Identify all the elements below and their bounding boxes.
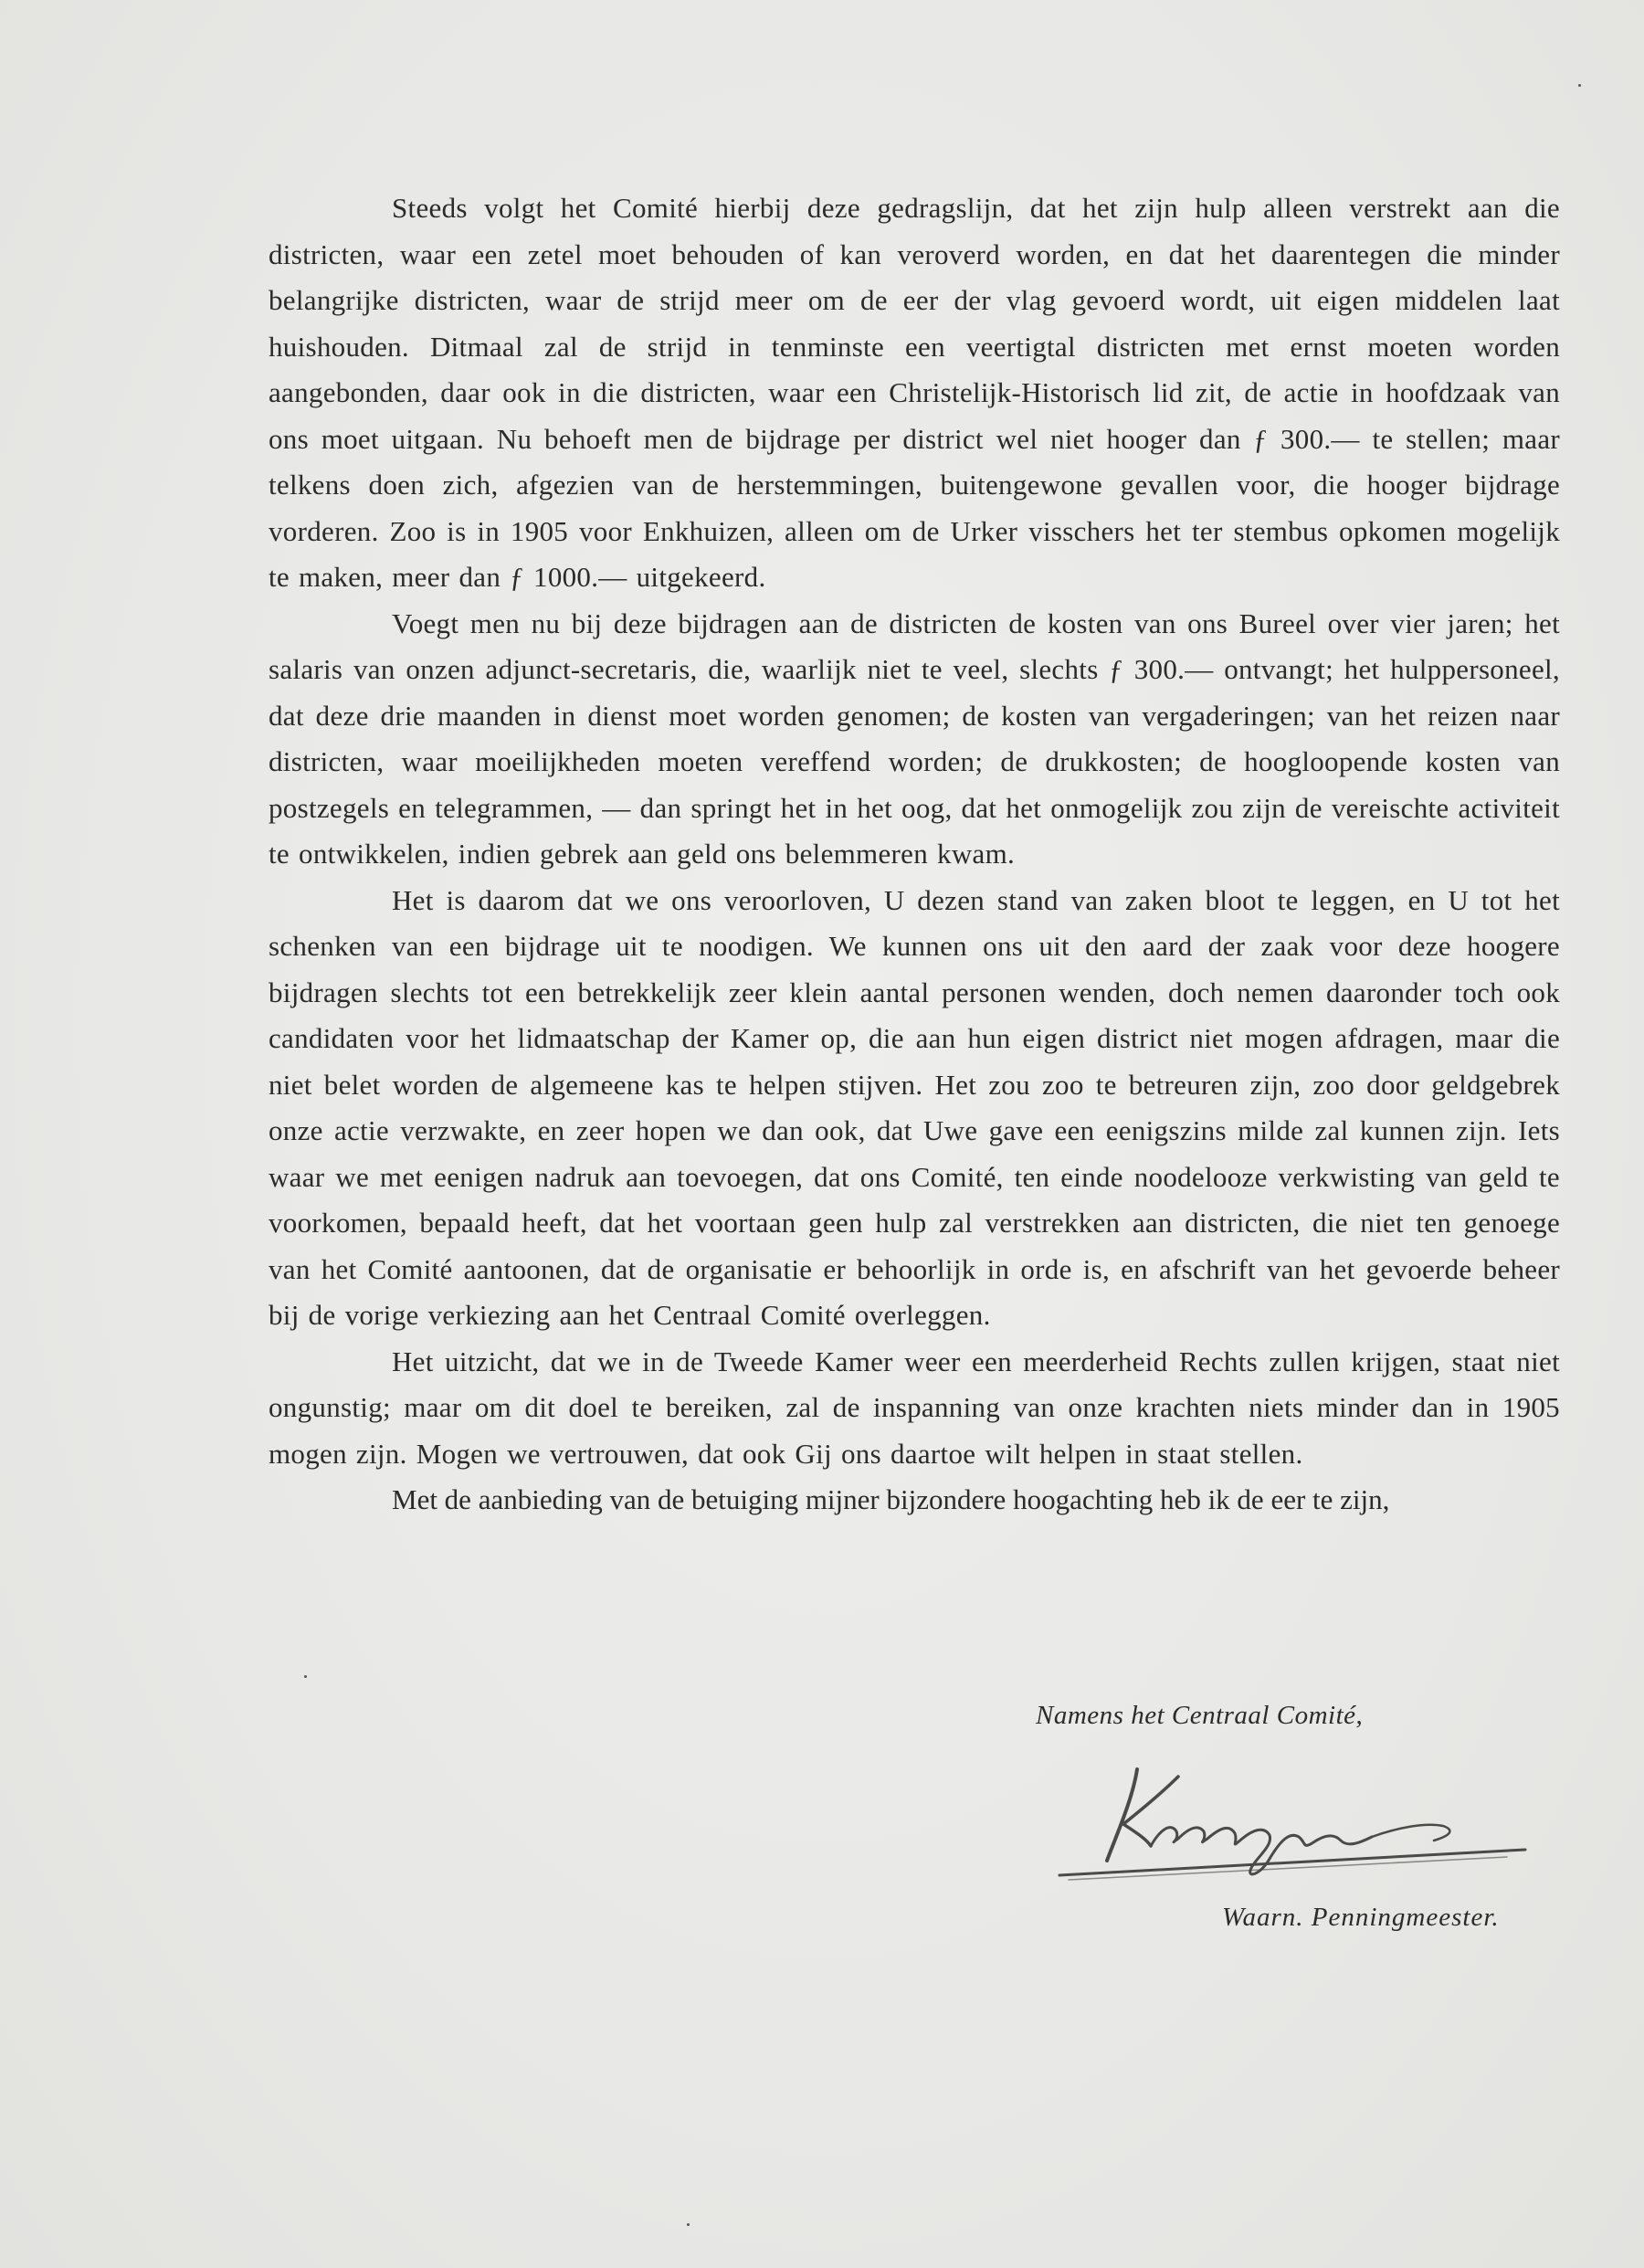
role-line: Waarn. Penningmeester. [1222,1903,1500,1932]
paper-speck [1578,84,1581,87]
signature-icon [1050,1758,1544,1886]
paper-speck [304,1675,307,1678]
paragraph-1: Steeds volgt het Comité hierbij deze gedragslijn, dat het zijn hulp alleen verstrekt aan die districten, waar een zetel moet behouden of kan veroverd worden, en dat het daarentegen die minder belangrijke districten, waar de strijd meer om de eer der vlag gevoerd wordt, uit eigen middelen laat huishouden. Ditmaal zal de strijd in tenminste een veertigtal districten met ernst moeten worden aangebonden, daar ook in die districten, waar een Christelijk-Historisch lid zit, de actie in hoofdzaak van ons moet uitgaan. Nu behoeft men de bijdrage per district wel niet hooger dan ƒ 300.— te stellen; maar telkens doen zich, afgezien van de herstemmingen, buitengewone gevallen voor, die hooger bijdrage vorderen. Zoo is in 1905 voor Enkhuizen, alleen om de Urker visschers het ter stembus opkomen mogelijk te maken, meer dan ƒ 1000.— uitgekeerd. [269,192,1560,593]
paragraph-3: Het is daarom dat we ons veroorloven, U dezen stand van zaken bloot te leggen, en U tot het schenken van een bijdrage uit te noodigen. We kunnen ons uit den aard der zaak voor deze hoogere bijdragen slechts tot een betrekkelijk zeer klein aantal personen wenden, doch nemen daaronder toch ook candidaten voor het lidmaatschap der Kamer op, die aan hun eigen district niet mogen afdragen, maar die niet belet worden de algemeene kas te helpen stijven. Het zou zoo te betreuren zijn, zoo door geldgebrek onze actie verzwakte, en zeer hopen we dan ook, dat Uwe gave een eenigszins milde zal kunnen zijn. Iets waar we met eenigen nadruk aan toevoegen, dat ons Comité, ten einde noodelooze verkwisting van geld te voorkomen, bepaald heeft, dat het voortaan geen hulp zal verstrekken aan districten, die niet ten genoege van het Comité aantoonen, dat de organisatie er behoorlijk in orde is, en afschrift van het gevoerde beheer bij de vorige verkiezing aan het Centraal Comité overleggen. [269,883,1560,1331]
paper-speck [687,2223,690,2226]
on-behalf-line: Namens het Centraal Comité, [1036,1701,1364,1730]
closing-line: Met de aanbieding van de betuiging mijner bijzondere hoogachting heb ik de eer te zijn, [392,1483,1390,1515]
paragraph-4: Het uitzicht, dat we in de Tweede Kamer weer een meerderheid Rechts zullen krijgen, staat niet ongunstig; maar om dit doel te bereiken, zal de inspanning van onze krachten niets minder dan in 1905 mogen zijn. Mogen we vertrouwen, dat ook Gij ons daartoe wilt helpen in staat stellen. [269,1345,1560,1470]
letter-body [269,185,1560,1524]
paragraph-2: Voegt men nu bij deze bijdragen aan de districten de kosten van ons Bureel over vier jaren; het salaris van onzen adjunct-secretaris, die, waarlijk niet te veel, slechts ƒ 300.— ontvangt; het hulppersoneel, dat deze drie maanden in dienst moet worden genomen; de kosten van vergaderingen; van het reizen naar districten, waar moeilijkheden moeten vereffend worden; de drukkosten; de hoogloopende kosten van postzegels en telegrammen, — dan springt het in het oog, dat het onmogelijk zou zijn de vereischte activiteit te ontwikkelen, indien gebrek aan geld ons belemmeren kwam. [269,607,1560,870]
